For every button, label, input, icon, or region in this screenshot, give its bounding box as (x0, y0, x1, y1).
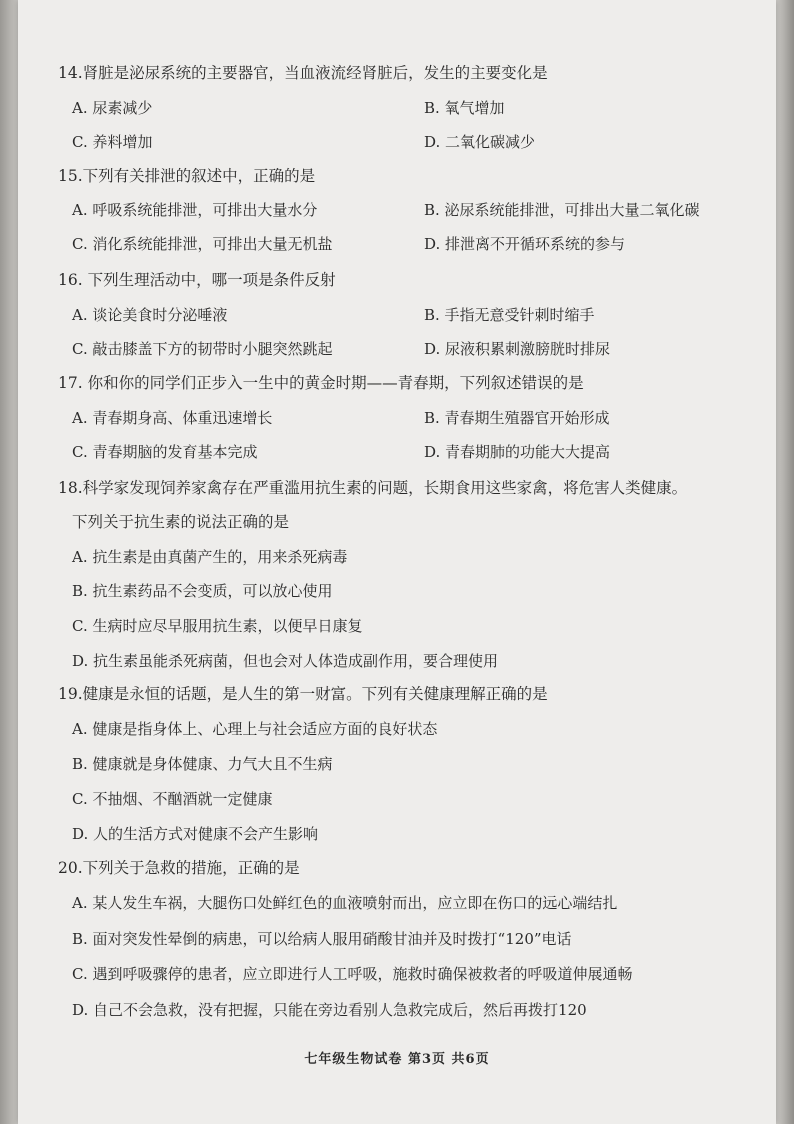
question-18-option-d: D. 抗生素虽能杀死病菌，但也会对人体造成副作用，要合理使用 (72, 652, 499, 670)
question-14-stem: 14.肾脏是泌尿系统的主要器官，当血液流经肾脏后，发生的主要变化是 (58, 64, 548, 82)
question-18-option-a: A. 抗生素是由真菌产生的，用来杀死病毒 (72, 548, 348, 566)
page-footer: 七年级生物试卷 第3页 共6页 (304, 1052, 490, 1067)
page-left-edge (0, 0, 18, 1124)
question-18-stem: 18.科学家发现饲养家禽存在严重滥用抗生素的问题，长期食用这些家禽，将危害人类健康。 (58, 479, 688, 497)
question-15-option-d: D. 排泄离不开循环系统的参与 (424, 235, 626, 253)
question-14-option-b: B. 氧气增加 (424, 99, 505, 117)
question-15-option-b: B. 泌尿系统能排泄，可排出大量二氧化碳 (424, 201, 700, 219)
question-16-option-d: D. 尿液积累刺激膀胱时排尿 (424, 340, 611, 358)
question-14-option-c: C. 养料增加 (72, 133, 153, 151)
question-14-option-a: A. 尿素减少 (72, 99, 153, 117)
question-20-option-d: D. 自己不会急救，没有把握，只能在旁边看别人急救完成后，然后再拨打120 (72, 1001, 587, 1019)
question-20-option-a: A. 某人发生车祸，大腿伤口处鲜红色的血液喷射而出，应立即在伤口的远心端结扎 (72, 894, 618, 912)
question-18-option-b: B. 抗生素药品不会变质，可以放心使用 (72, 582, 333, 600)
question-19-option-b: B. 健康就是身体健康、力气大且不生病 (72, 755, 333, 773)
question-16-stem: 16. 下列生理活动中，哪一项是条件反射 (58, 271, 336, 289)
question-17-option-a: A. 青春期身高、体重迅速增长 (72, 409, 273, 427)
question-15-option-c: C. 消化系统能排泄，可排出大量无机盐 (72, 235, 333, 253)
question-15-option-a: A. 呼吸系统能排泄，可排出大量水分 (72, 201, 318, 219)
question-14-option-d: D. 二氧化碳减少 (424, 133, 536, 151)
question-17-option-c: C. 青春期脑的发育基本完成 (72, 443, 258, 461)
question-16-option-b: B. 手指无意受针刺时缩手 (424, 306, 595, 324)
question-20-stem: 20.下列关于急救的措施，正确的是 (58, 859, 300, 877)
question-18-stem-continued: 下列关于抗生素的说法正确的是 (72, 513, 290, 531)
question-15-stem: 15.下列有关排泄的叙述中，正确的是 (58, 167, 316, 185)
question-19-stem: 19.健康是永恒的话题，是人生的第一财富。下列有关健康理解正确的是 (58, 685, 548, 703)
page-right-edge (776, 0, 794, 1124)
question-19-option-d: D. 人的生活方式对健康不会产生影响 (72, 825, 319, 843)
question-17-option-d: D. 青春期肺的功能大大提高 (424, 443, 611, 461)
question-19-option-a: A. 健康是指身体上、心理上与社会适应方面的良好状态 (72, 720, 438, 738)
question-17-option-b: B. 青春期生殖器官开始形成 (424, 409, 610, 427)
question-17-stem: 17. 你和你的同学们正步入一生中的黄金时期——青春期，下列叙述错误的是 (58, 374, 584, 392)
question-20-option-b: B. 面对突发性晕倒的病患，可以给病人服用硝酸甘油并及时拨打“120”电话 (72, 930, 572, 948)
question-18-option-c: C. 生病时应尽早服用抗生素，以便早日康复 (72, 617, 363, 635)
question-16-option-c: C. 敲击膝盖下方的韧带时小腿突然跳起 (72, 340, 333, 358)
question-16-option-a: A. 谈论美食时分泌唾液 (72, 306, 228, 324)
question-19-option-c: C. 不抽烟、不酗酒就一定健康 (72, 790, 273, 808)
question-20-option-c: C. 遇到呼吸骤停的患者，应立即进行人工呼吸，施救时确保被救者的呼吸道伸展通畅 (72, 965, 633, 983)
